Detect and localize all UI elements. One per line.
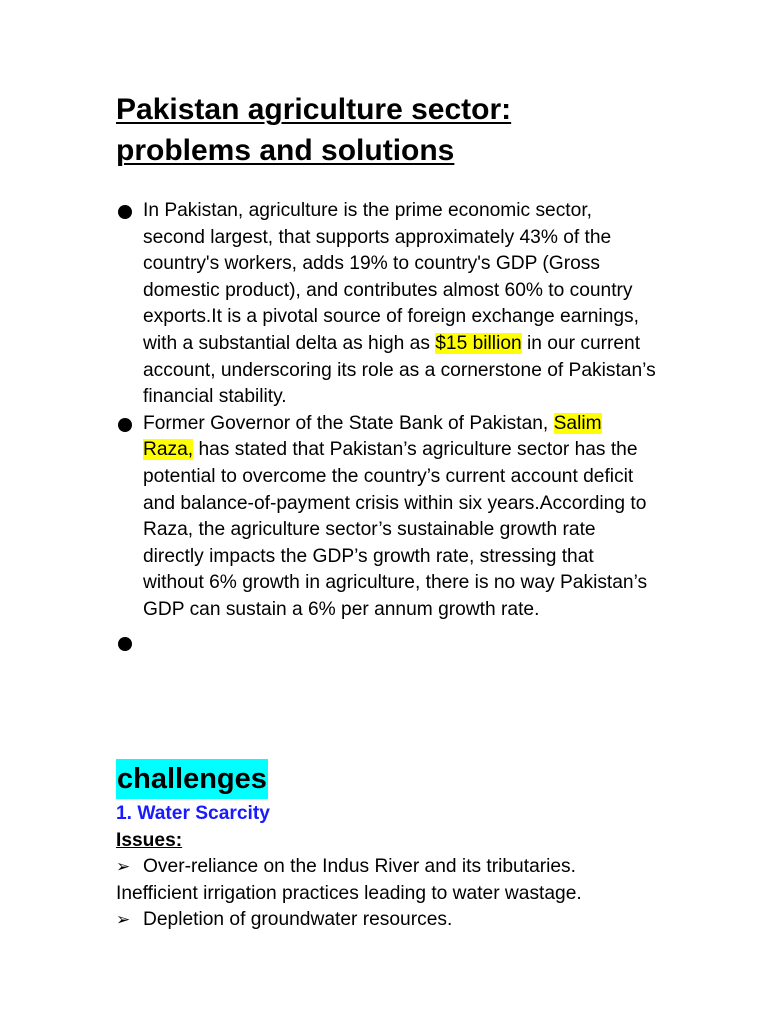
bullet-text-after: in our current account, underscoring its role as a cornerstone of Pakistan’s financial stability. [143,332,656,408]
issue-text: Over-reliance on the Indus River and its tributaries. [143,856,576,877]
issue-item [116,907,676,934]
arrow-bullet-icon: ➢ [116,910,131,931]
bullet-dot-icon [118,205,132,219]
bullet-item-salim-raza [116,411,656,624]
bullet-item-empty [116,624,656,654]
highlighted-text: Salim Raza, [143,412,602,461]
issue-item [116,854,676,881]
highlighted-text: $15 billion [435,332,522,354]
issues-list [116,854,676,934]
issues-label: Issues: [116,830,183,851]
title-line-2: problems and solutions [116,134,455,167]
bullet-text-before: In Pakistan, agriculture is the prime economic sector, second largest, that supports approximately 43% of the country's workers, adds 19% to country's GDP (Gross domestic product), and contributes almost 60% to country exports.It is a pivotal source of foreign exchange earnings, with a substantial delta as high as [143,200,639,354]
water-scarcity-heading: 1. Water Scarcity [116,803,270,824]
issue-text: Depletion of groundwater resources. [143,909,453,931]
bullet-dot-icon [118,418,132,432]
bullet-text-before: Former Governor of the State Bank of Pakistan, [143,412,554,434]
page-title [116,89,676,171]
bullet-list [116,198,656,654]
bullet-text-after: has stated that Pakistan’s agriculture sector has the potential to overcome the country’s current account deficit and balance-of-payment crisis within six years.According to Raza, the agriculture sector’s sustainable growth rate directly impacts the GDP’s growth rate, stressing that without 6% growth in agriculture, there is no way Pakistan’s GDP can sustain a 6% per annum growth rate. [143,439,648,620]
title-line-1: Pakistan agriculture sector: [116,93,512,126]
issue-continuation: Inefficient irrigation practices leading to water wastage. [116,882,582,904]
challenges-heading: challenges [116,759,268,799]
arrow-bullet-icon: ➢ [116,857,131,877]
bullet-item-agriculture-overview [116,198,656,411]
bullet-dot-icon [118,637,132,651]
